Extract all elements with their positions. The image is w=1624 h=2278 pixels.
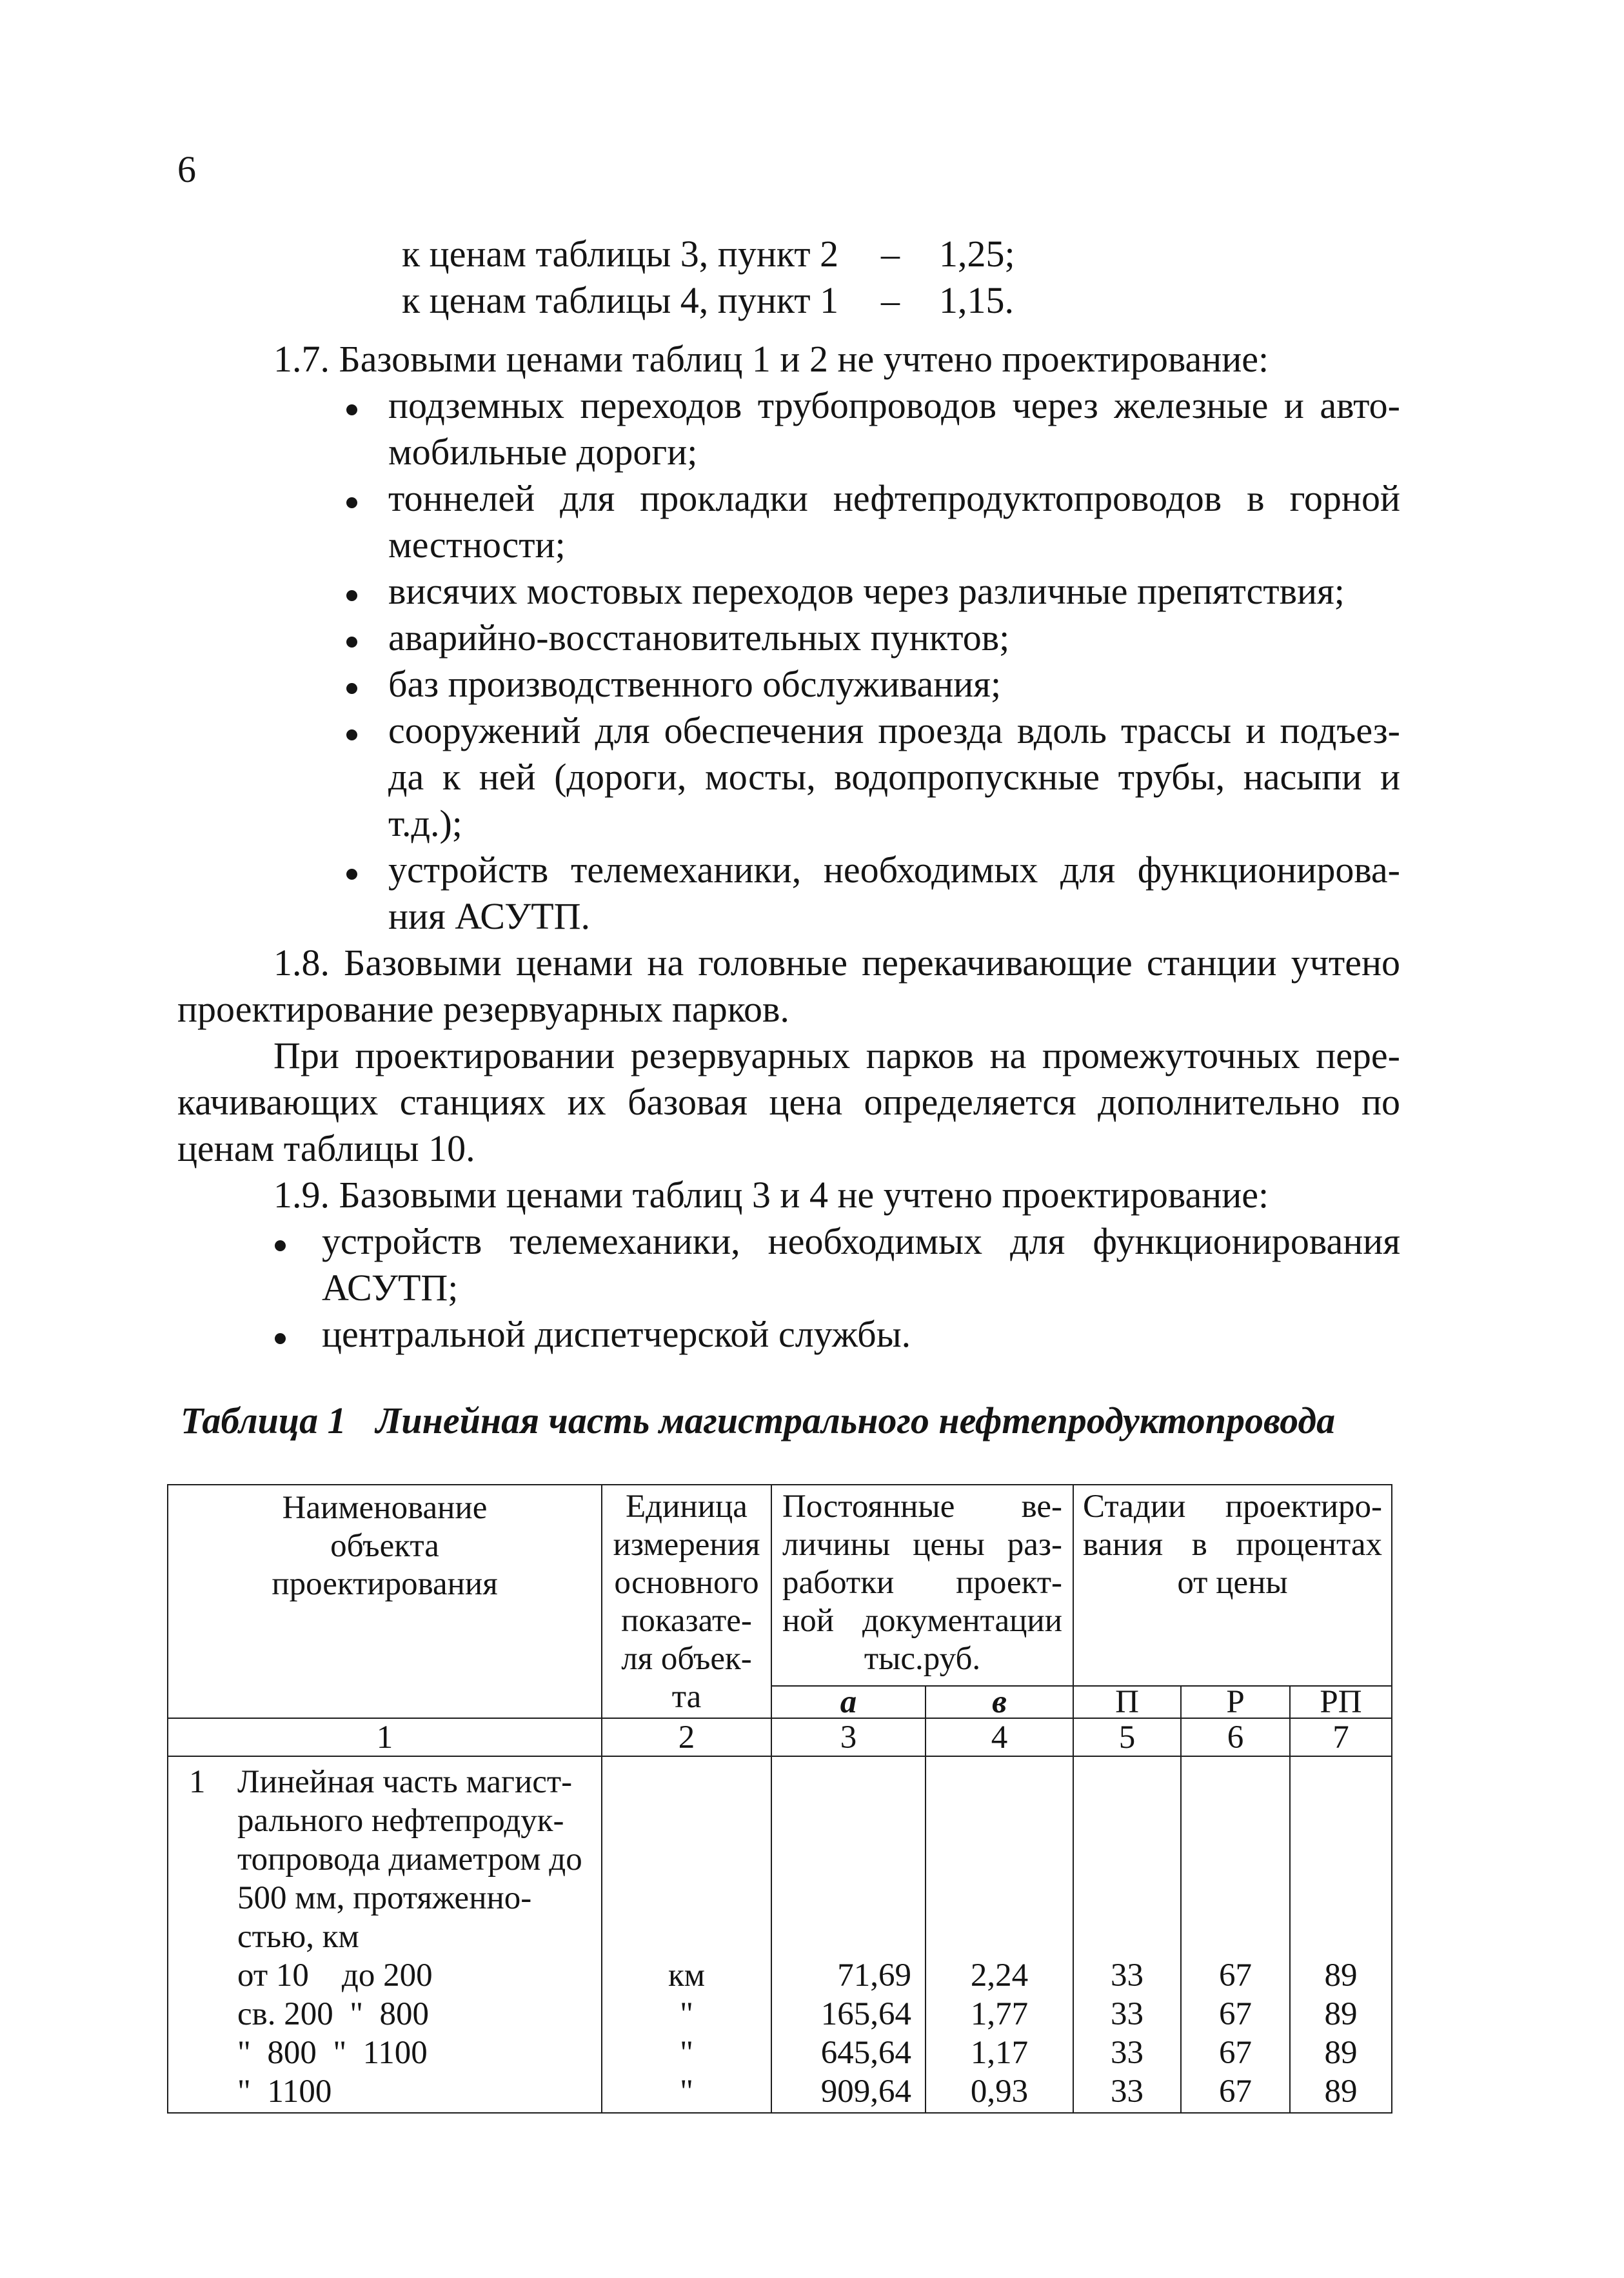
bullet-text: центральной диспетчерской службы.	[322, 1313, 911, 1355]
clause-1-9-lead: 1.9. Базовыми ценами таблиц 3 и 4 не учтено проектирование:	[273, 1174, 1269, 1216]
header-line: ной документации	[782, 1603, 1063, 1639]
header-line: тыс.руб.	[864, 1641, 981, 1677]
bullet-line	[177, 847, 1400, 893]
column-number: 3	[771, 1718, 926, 1756]
stage-rp-value: 89	[1324, 2035, 1358, 2071]
bullet-line	[177, 1218, 1400, 1265]
bullet-line: да к ней (дороги, мосты, водопропускные трубы, насыпи и	[388, 756, 1400, 798]
object-name-cell	[168, 1756, 602, 2113]
price-b-value: 2,24	[970, 1957, 1029, 1994]
stage-r-value: 67	[1219, 2074, 1253, 2110]
bullet-text: аварийно-восстановительных пунктов;	[388, 617, 1010, 659]
bullet-item	[177, 382, 1400, 475]
price-a-value: 909,64	[820, 2074, 911, 2110]
column-number-row	[168, 1718, 1392, 1756]
bullet-icon	[346, 497, 357, 508]
header-line: вания в процентах	[1083, 1527, 1383, 1563]
bullet-item	[177, 1218, 1400, 1311]
clause-1-8-note-line: качивающих станциях их базовая цена определяется дополнительно по	[177, 1081, 1400, 1123]
clause-1-8-note-line: При проектировании резервуарных парков на промежуточных пере-	[273, 1035, 1400, 1076]
header-line: объекта	[330, 1528, 439, 1564]
stage-p-value: 33	[1111, 1996, 1144, 2032]
bullet-text: висячих мостовых переходов через различные препятствия;	[388, 570, 1345, 612]
row-number: 1	[189, 1764, 206, 1800]
range-label: " 800 " 1100	[237, 2035, 428, 2071]
unit-cell	[602, 1756, 771, 2113]
coefficient-dash: –	[881, 233, 900, 275]
page-number: 6	[177, 148, 196, 190]
bullet-icon	[275, 1240, 286, 1251]
coefficient-label: к ценам таблицы 3, пункт 2	[402, 233, 839, 275]
header-line: Наименование	[282, 1490, 488, 1526]
header-object-name	[168, 1485, 602, 1718]
bullet-icon	[346, 637, 357, 648]
bullet-line: мобильные дороги;	[388, 431, 698, 473]
bullet-icon	[346, 590, 357, 601]
price-a-value: 71,69	[837, 1957, 911, 1994]
subheader-a: а	[771, 1686, 926, 1718]
stage-p-value: 33	[1111, 1957, 1144, 1994]
bullet-item	[177, 847, 1400, 940]
price-a-value: 645,64	[820, 2035, 911, 2071]
coefficient-row	[0, 231, 1624, 277]
bullet-text: тоннелей для прокладки нефтепродуктопроводов в горной	[388, 477, 1400, 519]
object-name-line: 500 мм, протяженно-	[237, 1880, 532, 1916]
coefficient-label: к ценам таблицы 4, пункт 1	[402, 279, 839, 321]
range-label: св. 200 " 800	[237, 1996, 430, 2032]
clause-1-7-lead: 1.7. Базовыми ценами таблиц 1 и 2 не учтено проектирование:	[273, 338, 1269, 380]
stage-r-value: 67	[1219, 1996, 1253, 2032]
stage-rp-value: 89	[1324, 2074, 1358, 2110]
header-line: Стадии проектиро-	[1083, 1489, 1383, 1525]
object-name-line: Линейная часть магист-	[237, 1764, 573, 1800]
bullet-icon	[346, 729, 357, 740]
header-line: ля объек-	[621, 1641, 752, 1677]
subheader-p: П	[1073, 1686, 1181, 1718]
header-line: проектирования	[272, 1566, 498, 1602]
range-label: " 1100	[237, 2074, 332, 2110]
header-line: Единица	[626, 1489, 748, 1525]
header-line: измерения	[613, 1527, 760, 1563]
bullet-line	[177, 475, 1400, 522]
header-constant-price	[771, 1485, 1073, 1686]
stage-rp-cell	[1290, 1756, 1392, 2113]
bullet-line: АСУТП;	[322, 1267, 459, 1309]
stage-r-cell	[1181, 1756, 1290, 2113]
column-number: 7	[1290, 1718, 1392, 1756]
header-line: показате-	[621, 1603, 752, 1639]
bullet-item	[177, 1311, 1400, 1358]
bullet-line	[177, 661, 1400, 708]
range-label: от 10 до 200	[237, 1957, 433, 1994]
price-b-value: 1,77	[970, 1996, 1029, 2032]
price-b-value: 1,17	[970, 2035, 1029, 2071]
bullet-line	[177, 615, 1400, 661]
unit-value: км	[668, 1957, 706, 1994]
clause-1-8-line: проектирование резервуарных парков.	[177, 988, 789, 1030]
table-row	[168, 1756, 1392, 2113]
bullet-text: баз производственного обслуживания;	[388, 663, 1002, 705]
bullet-item	[177, 661, 1400, 708]
header-line: Постоянные ве-	[782, 1489, 1063, 1525]
price-b-cell	[926, 1756, 1073, 2113]
price-a-value: 165,64	[820, 1996, 911, 2032]
column-number: 2	[602, 1718, 771, 1756]
price-a-cell	[771, 1756, 926, 2113]
bullet-item	[177, 568, 1400, 615]
unit-value: "	[680, 2035, 693, 2071]
subheader-b: в	[926, 1686, 1073, 1718]
bullet-icon	[346, 404, 357, 415]
bullet-text: подземных переходов трубопроводов через железные и авто-	[388, 384, 1400, 426]
object-name-line: стью, км	[237, 1919, 359, 1955]
body-text	[177, 336, 1400, 1358]
clause-1-8-line: 1.8. Базовыми ценами на головные перекачивающие станции учтено	[273, 942, 1400, 984]
column-number: 5	[1073, 1718, 1181, 1756]
table-caption	[181, 1398, 1335, 1444]
stage-p-value: 33	[1111, 2074, 1144, 2110]
coefficient-row	[0, 277, 1624, 324]
stage-rp-value: 89	[1324, 1957, 1358, 1994]
column-number: 6	[1181, 1718, 1290, 1756]
bullet-icon	[346, 869, 357, 880]
header-line: основного	[614, 1565, 759, 1601]
header-unit	[602, 1485, 771, 1718]
header-line: от цены	[1177, 1565, 1288, 1601]
subheader-r: Р	[1181, 1686, 1290, 1718]
bullet-icon	[275, 1333, 286, 1344]
stage-r-value: 67	[1219, 2035, 1253, 2071]
object-name-line: топровода диаметром до	[237, 1841, 582, 1877]
header-line: работки проект-	[782, 1565, 1063, 1601]
coefficient-value: 1,25;	[939, 233, 1015, 275]
table-caption-title: Линейная часть магистрального нефтепродуктопровода	[375, 1400, 1336, 1441]
bullet-text: устройств телемеханики, необходимых для функционирова-	[388, 849, 1400, 891]
bullet-text: сооружений для обеспечения проезда вдоль трассы и подъез-	[388, 709, 1400, 751]
bullet-line	[177, 568, 1400, 615]
header-design-stages	[1073, 1485, 1392, 1686]
bullet-item	[177, 475, 1400, 568]
header-line: личины цены раз-	[782, 1527, 1063, 1563]
bullet-text: устройств телемеханики, необходимых для функционирования	[322, 1220, 1400, 1262]
header-line: та	[671, 1679, 702, 1715]
unit-value: "	[680, 2074, 693, 2110]
bullet-item	[177, 708, 1400, 847]
stage-p-value: 33	[1111, 2035, 1144, 2071]
unit-value: "	[680, 1996, 693, 2032]
bullet-item	[177, 615, 1400, 661]
coefficient-list	[0, 231, 1624, 324]
price-b-value: 0,93	[970, 2074, 1029, 2110]
stage-p-cell	[1073, 1756, 1181, 2113]
bullet-line	[177, 382, 1400, 429]
bullet-line	[177, 1311, 1400, 1358]
stage-rp-value: 89	[1324, 1996, 1358, 2032]
pricing-table	[167, 1484, 1392, 2114]
column-number: 4	[926, 1718, 1073, 1756]
table-caption-number: Таблица 1	[181, 1400, 346, 1441]
coefficient-value: 1,15.	[939, 279, 1014, 321]
bullet-line: местности;	[388, 524, 566, 566]
bullet-line: ния АСУТП.	[388, 895, 591, 937]
subheader-rp: РП	[1290, 1686, 1392, 1718]
bullet-line	[177, 708, 1400, 754]
column-number: 1	[168, 1718, 602, 1756]
stage-r-value: 67	[1219, 1957, 1253, 1994]
clause-1-8-note-line: ценам таблицы 10.	[177, 1127, 475, 1169]
object-name-line: рального нефтепродук-	[237, 1803, 564, 1839]
bullet-icon	[346, 683, 357, 694]
bullet-line: т.д.);	[388, 802, 462, 844]
coefficient-dash: –	[881, 279, 900, 321]
table-header-row	[168, 1485, 1392, 1686]
